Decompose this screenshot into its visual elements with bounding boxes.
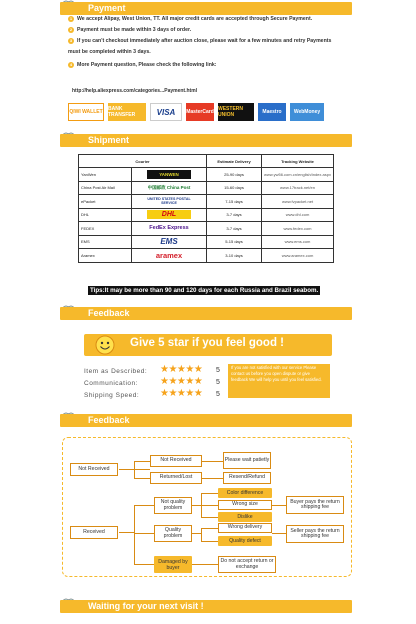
payment-title: Payment bbox=[88, 3, 126, 13]
rating-score: 5 bbox=[216, 379, 220, 386]
quality-problem-node: Quality problem bbox=[154, 525, 192, 542]
star-rating: ★★★★★ bbox=[160, 376, 203, 387]
feedback-header bbox=[60, 307, 352, 320]
connector bbox=[192, 564, 218, 565]
step-number: 3 bbox=[69, 37, 73, 43]
footer-banner bbox=[60, 600, 352, 613]
table-row bbox=[79, 208, 334, 222]
courier-logo: UNITED STATES POSTAL SERVICE bbox=[147, 196, 191, 206]
payment-line bbox=[68, 26, 358, 34]
tracking-site[interactable]: www.ems.com bbox=[262, 235, 334, 249]
connector bbox=[201, 517, 218, 518]
wrong-delivery-node: Wrong delivery bbox=[218, 523, 272, 533]
received-node: Received bbox=[70, 526, 118, 539]
feedback-title: Feedback bbox=[88, 308, 130, 318]
connector bbox=[201, 541, 218, 542]
table-row bbox=[79, 249, 334, 263]
payment-line bbox=[68, 48, 358, 56]
resend-refund-node: Resend/Refund bbox=[223, 472, 271, 484]
connector bbox=[134, 505, 154, 506]
color-difference-node: Color difference bbox=[218, 488, 272, 498]
tracking-site[interactable]: www.fvpacket.net bbox=[262, 195, 334, 209]
column-header: Courier bbox=[79, 155, 207, 168]
payment-line-text: must be completed within 3 days. bbox=[68, 49, 151, 55]
payment-line bbox=[68, 15, 358, 23]
step-number: 2 bbox=[69, 26, 73, 32]
delivery-days: 5-15 days bbox=[207, 235, 262, 249]
courier-logo: 中国邮政 China Post bbox=[147, 185, 191, 191]
five-star-banner bbox=[84, 334, 332, 356]
qiwi-logo: QIWI WALLET bbox=[68, 103, 104, 121]
buyer-pays-node: Buyer pays the return shipping fee bbox=[286, 496, 344, 514]
western-union-logo: WESTERN UNION bbox=[218, 103, 254, 121]
maestro-logo: Maestro bbox=[258, 103, 286, 121]
rating-score: 5 bbox=[216, 367, 220, 374]
star-rating: ★★★★★ bbox=[160, 364, 203, 375]
delivery-days: 3-7 days bbox=[207, 222, 262, 236]
courier-name: FEDEX bbox=[79, 222, 132, 236]
wrong-size-node: Wrong size bbox=[218, 500, 272, 510]
delivery-days: 25-90 days bbox=[207, 168, 262, 182]
table-row bbox=[79, 195, 334, 209]
payment-info bbox=[68, 15, 358, 69]
connector bbox=[272, 533, 286, 534]
payment-line-text: More Payment question, Please check the following link: bbox=[77, 62, 217, 68]
connector bbox=[134, 564, 154, 565]
connector bbox=[192, 505, 201, 506]
connector bbox=[201, 528, 202, 541]
table-row bbox=[79, 181, 334, 195]
shipment-title: Shipment bbox=[88, 135, 130, 145]
payment-line bbox=[68, 61, 358, 69]
payment-line-text: We accept Alipay, West Union, TT. All major credit cards are accepted through Secure Payment. bbox=[77, 16, 313, 22]
courier-name: ePacket bbox=[79, 195, 132, 209]
rating-label: Shipping Speed: bbox=[84, 392, 140, 399]
courier-name: EMS bbox=[79, 235, 132, 249]
smiley-icon bbox=[94, 334, 116, 356]
courier-name: China Post Air Mail bbox=[79, 181, 132, 195]
tracking-site[interactable]: www.yw56.com.cn/english/index.aspx bbox=[262, 168, 334, 182]
delivery-days: 3-10 days bbox=[207, 249, 262, 263]
feedback-title: Feedback bbox=[88, 415, 130, 425]
rating-score: 5 bbox=[216, 391, 220, 398]
table-row bbox=[79, 235, 334, 249]
table-header-row bbox=[79, 155, 334, 168]
footer-text: Waiting for your next visit ! bbox=[88, 601, 204, 611]
table-row bbox=[79, 168, 334, 182]
no-return-node: Do not accept return or exchange bbox=[218, 556, 276, 573]
connector bbox=[201, 493, 218, 494]
delivery-days: 7-15 days bbox=[207, 195, 262, 209]
column-header: Estimate Delivery bbox=[207, 155, 262, 168]
not-quality-node: Not quality problem bbox=[154, 497, 192, 514]
rating-label: Communication: bbox=[84, 380, 138, 387]
connector bbox=[201, 461, 223, 462]
connector bbox=[134, 478, 150, 479]
seller-pays-node: Seller pays the return shipping fee bbox=[286, 525, 344, 543]
bank-transfer-logo: BANK TRANSFER bbox=[108, 103, 146, 121]
tracking-site[interactable]: www.fedex.com bbox=[262, 222, 334, 236]
step-number: 4 bbox=[69, 61, 73, 67]
payment-header bbox=[60, 2, 352, 15]
star-rating: ★★★★★ bbox=[160, 388, 203, 399]
connector bbox=[272, 505, 286, 506]
shipment-header bbox=[60, 134, 352, 147]
shipping-tip: Tips:It may be more than 90 and 120 days for each Russia and Brazil seabom. bbox=[90, 287, 319, 294]
not-received-top-node: Not Received bbox=[150, 455, 202, 467]
connector bbox=[134, 461, 135, 478]
column-header: Tracking Website bbox=[262, 155, 334, 168]
not-received-node: Not Received bbox=[70, 463, 118, 476]
five-star-text: Give 5 star if you feel good ! bbox=[130, 337, 285, 349]
courier-logo: DHL bbox=[147, 210, 191, 219]
courier-logo: YANWEN bbox=[147, 170, 191, 179]
courier-logo: aramex bbox=[155, 250, 183, 260]
connector bbox=[201, 478, 223, 479]
payment-line-text: Payment must be made within 3 days of order. bbox=[77, 27, 192, 33]
connector bbox=[201, 505, 218, 506]
delivery-days: 3-7 days bbox=[207, 208, 262, 222]
payment-line bbox=[68, 37, 358, 45]
connector bbox=[201, 528, 218, 529]
feedback-header bbox=[60, 414, 352, 427]
payment-logos bbox=[68, 103, 324, 121]
courier-logo: FedEx Express bbox=[149, 224, 189, 231]
table-row bbox=[79, 222, 334, 236]
connector bbox=[119, 532, 135, 533]
mastercard-logo: MasterCard bbox=[186, 103, 214, 121]
shipping-table bbox=[78, 154, 334, 263]
contact-note bbox=[228, 364, 330, 398]
courier-name: YanWen bbox=[79, 168, 132, 182]
connector bbox=[192, 533, 201, 534]
courier-logo: EMS bbox=[160, 237, 178, 247]
tracking-site[interactable]: www.aramex.com bbox=[262, 249, 334, 263]
visa-logo: VISA bbox=[150, 103, 182, 121]
please-wait-node: Please wait patietly bbox=[223, 452, 271, 469]
contact-note-text: If you are not satisfied with our service Please contact us before you open dispute or give feedback We will help you until you feel satisfied. bbox=[231, 365, 322, 382]
connector bbox=[134, 461, 150, 462]
payment-line-text: If you can't checkout immediately after auction close, please wait for a few minutes and retry Payments bbox=[77, 38, 332, 44]
tracking-site[interactable]: www.dhl.com bbox=[262, 208, 334, 222]
returned-lost-node: Returned/Lost bbox=[150, 472, 202, 484]
connector bbox=[134, 505, 135, 565]
dislike-node: Dislike bbox=[218, 512, 272, 522]
rating-label: Item as Described: bbox=[84, 368, 148, 375]
damaged-by-buyer-node: Damaged by buyer bbox=[154, 556, 192, 573]
webmoney-logo: WebMoney bbox=[290, 103, 324, 121]
tracking-site[interactable]: www.17track.net/en bbox=[262, 181, 334, 195]
payment-help-link[interactable]: http://help.aliexpress.com/categories...Payment.html bbox=[72, 88, 198, 94]
connector bbox=[134, 533, 154, 534]
courier-name: DHL bbox=[79, 208, 132, 222]
courier-name: Aramex bbox=[79, 249, 132, 263]
step-number: 1 bbox=[69, 15, 73, 21]
quality-defect-node: Quality defect bbox=[218, 536, 272, 546]
delivery-days: 15-60 days bbox=[207, 181, 262, 195]
